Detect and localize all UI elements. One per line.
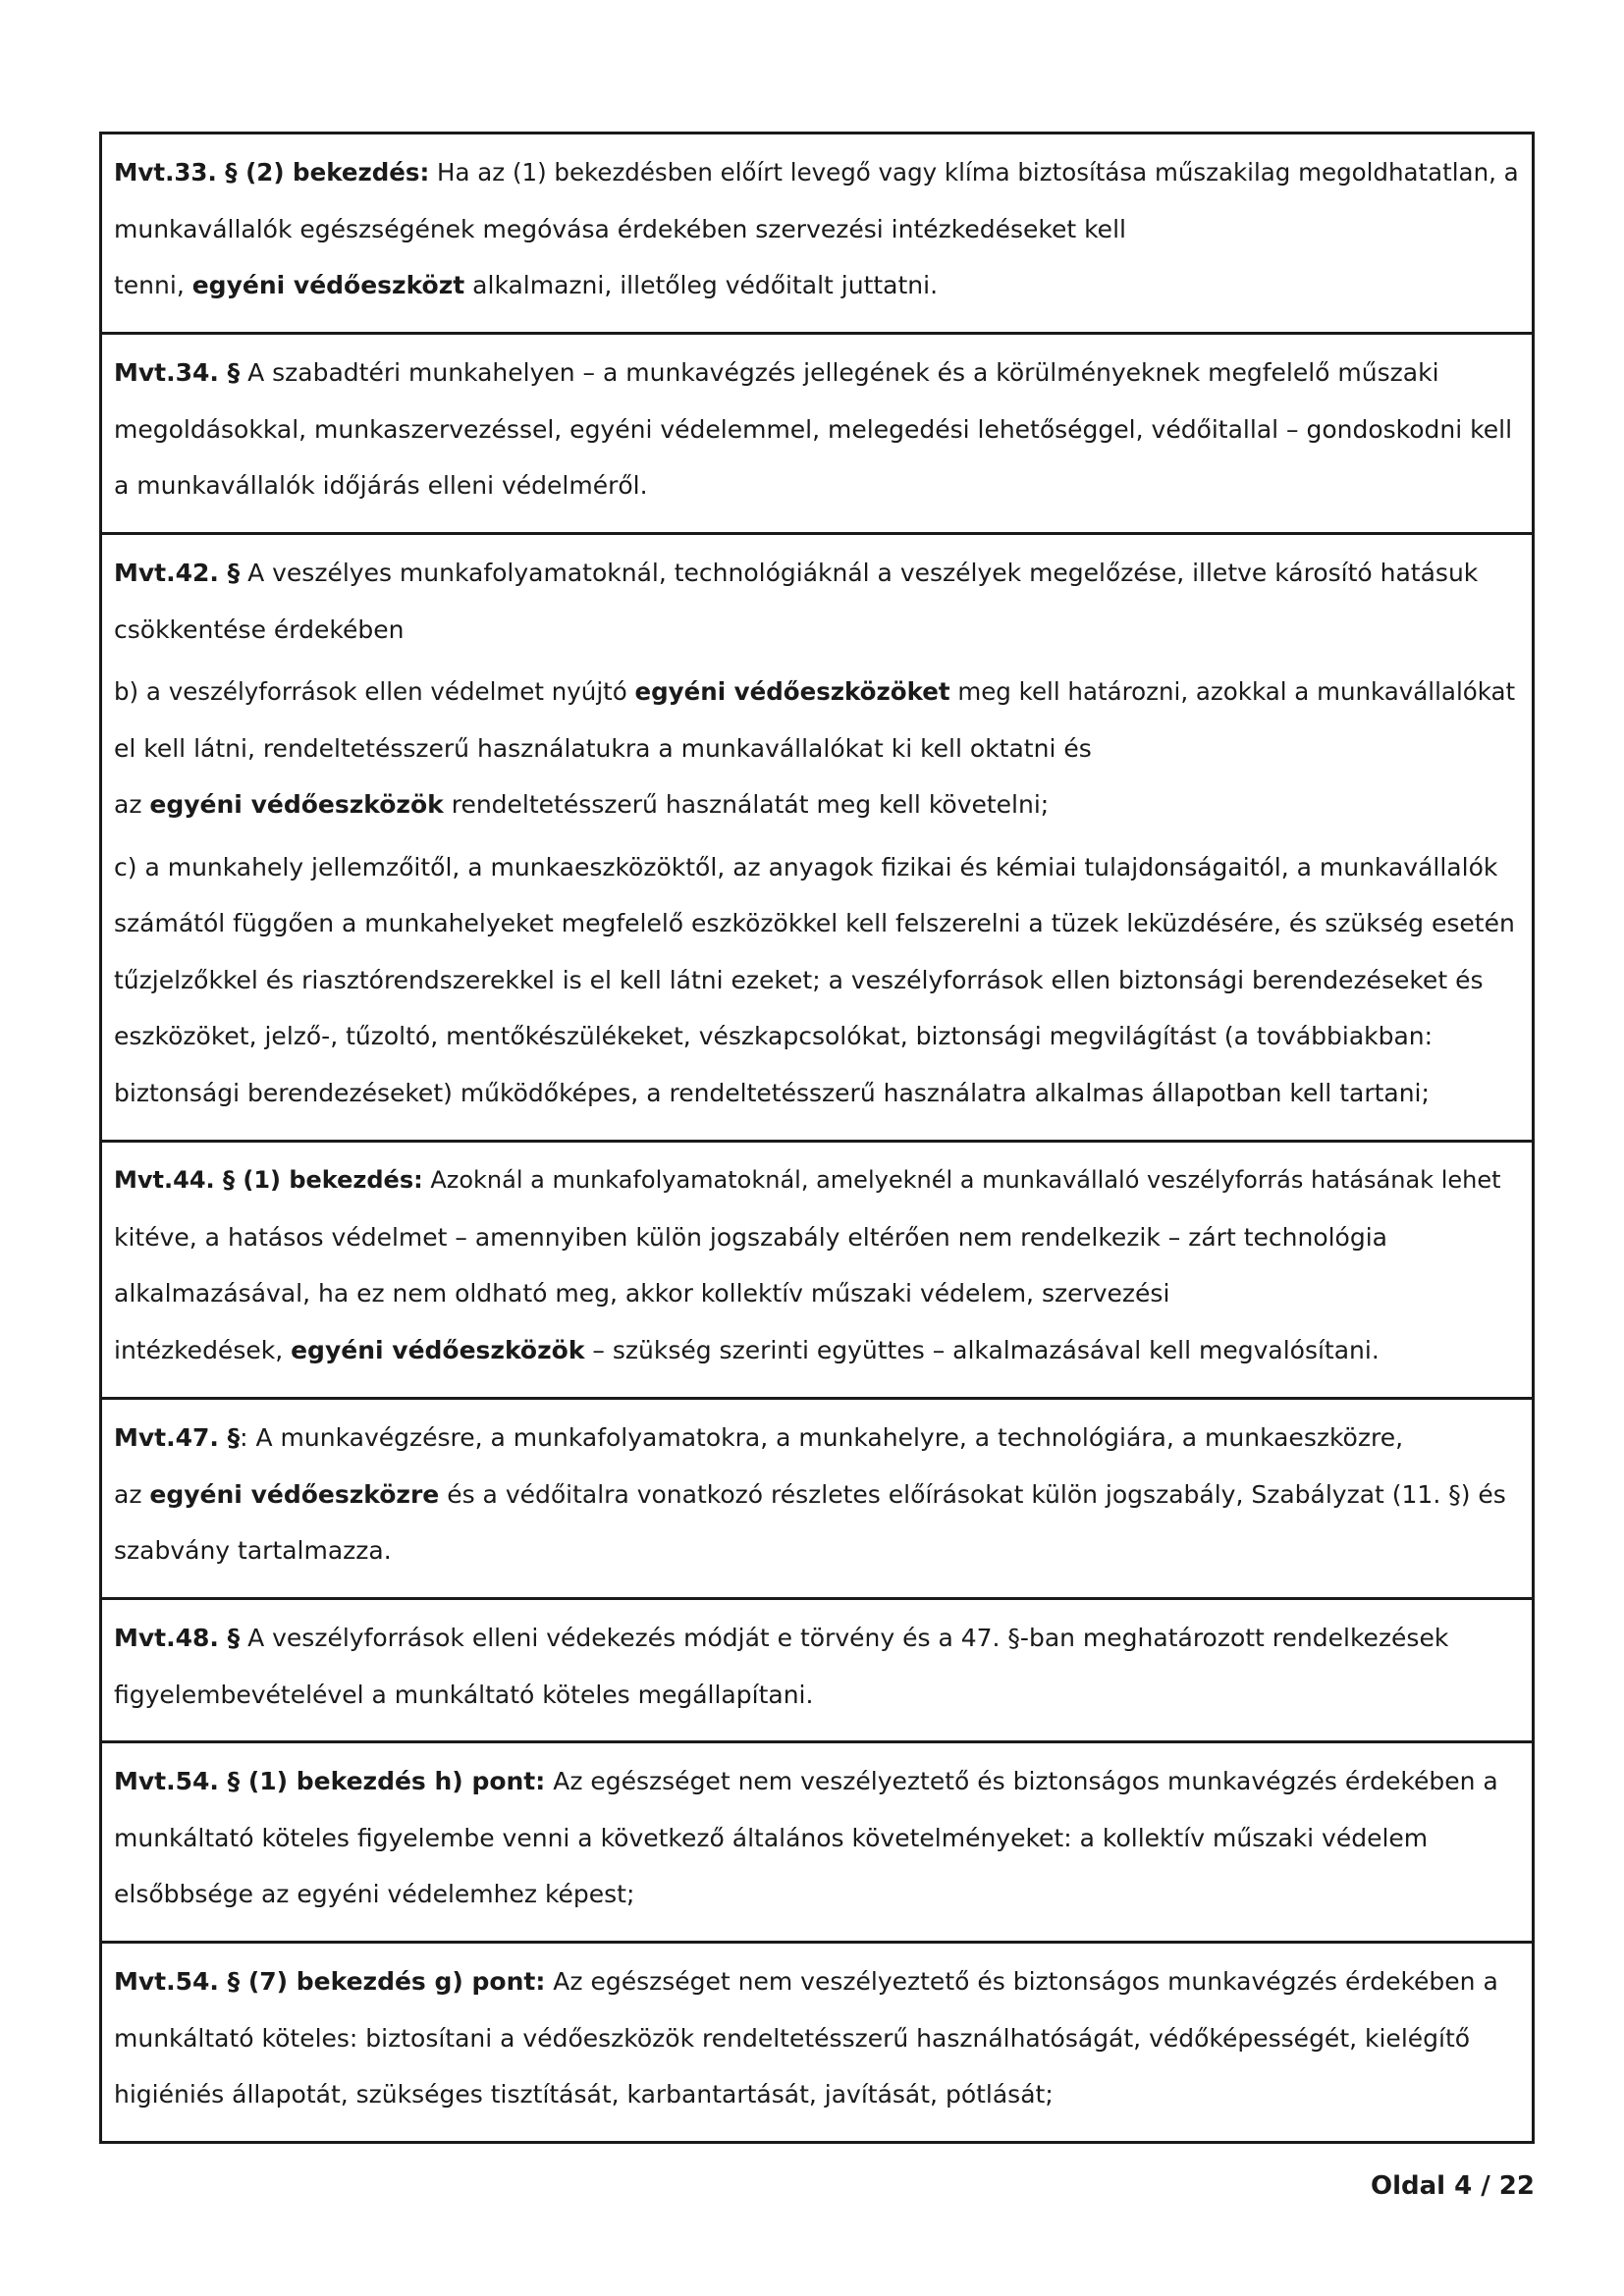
text-line: Mvt.34. § A szabadtéri munkahelyen – a munkavégzés jellegének és a körülményeknek megfelelő műszaki	[114, 358, 1439, 387]
text-line: c) a munkahely jellemzőitől, a munkaeszközöktől, az anyagok fizikai és kémiai tulajdonságaitól, a munkavállalók	[114, 852, 1498, 881]
text-line: Mvt.44. § (1) bekezdés: Azoknál a munkafolyamatoknál, amelyeknél a munkavállaló veszélyforrás hatásának lehet	[114, 1166, 1501, 1194]
text-line: eszközöket, jelző-, tűzoltó, mentőkészülékeket, vészkapcsolókat, biztonsági megvilágítást (a továbbiakban:	[114, 1022, 1434, 1050]
table-row	[101, 1599, 1534, 1742]
text-line: higiéniés állapotát, szükséges tisztítását, karbantartását, javítását, pótlását;	[114, 2080, 1054, 2109]
section-mvt-54-1	[101, 1742, 1534, 1943]
text-line: szabvány tartalmazza.	[114, 1536, 392, 1565]
text-line: tűzjelzőkkel és riasztórendszerekkel is el kell látni ezeket; a veszélyforrások ellen biztonsági berendezéseket és	[114, 965, 1484, 994]
text-line: munkavállalók egészségének megóvása érdekében szervezési intézkedéseket kell	[114, 214, 1126, 243]
legal-provisions-table	[99, 132, 1535, 2144]
section-mvt-47	[101, 1399, 1534, 1599]
section-mvt-48	[101, 1599, 1534, 1742]
text-line: Mvt.54. § (7) bekezdés g) pont: Az egészséget nem veszélyeztető és biztonságos munkavégzés érdekében a	[114, 1967, 1498, 1996]
table-row	[101, 1742, 1534, 1943]
text-line: tenni, egyéni védőeszközt alkalmazni, illetőleg védőitalt juttatni.	[114, 271, 939, 299]
text-line: az egyéni védőeszközök rendeltetésszerű használatát meg kell követelni;	[114, 790, 1050, 819]
text-line: kitéve, a hatásos védelmet – amennyiben külön jogszabály eltérően nem rendelkezik – zárt technológia	[114, 1222, 1387, 1252]
text-line: intézkedések, egyéni védőeszközök – szükség szerinti együttes – alkalmazásával kell megvalósítani.	[114, 1335, 1380, 1364]
section-mvt-33	[101, 133, 1534, 334]
text-line: az egyéni védőeszközre és a védőitalra vonatkozó részletes előírásokat külön jogszabály, Szabályzat (11. §) és	[114, 1479, 1506, 1509]
section-mvt-54-7	[101, 1943, 1534, 2143]
text-line: alkalmazásával, ha ez nem oldható meg, akkor kollektív műszaki védelem, szervezési	[114, 1279, 1170, 1308]
text-line: figyelembevételével a munkáltató köteles megállapítani.	[114, 1680, 814, 1709]
text-line: Mvt.42. § A veszélyes munkafolyamatoknál, technológiáknál a veszélyek megelőzése, illetve károsító hatásuk	[114, 559, 1479, 587]
text-line: Mvt.47. §: A munkavégzésre, a munkafolyamatokra, a munkahelyre, a technológiára, a munkaeszközre,	[114, 1423, 1404, 1452]
text-line: elsőbbsége az egyéni védelemhez képest;	[114, 1880, 635, 1908]
text-line: csökkentése érdekében	[114, 614, 405, 644]
text-line: Mvt.33. § (2) bekezdés: Ha az (1) bekezdésben előírt levegő vagy klíma biztosítása műszakilag megoldhatatlan, a	[114, 158, 1519, 187]
table-row	[101, 133, 1534, 334]
page-number: Oldal 4 / 22	[1370, 2171, 1535, 2201]
text-line: a munkavállalók időjárás elleni védelméről.	[114, 471, 648, 500]
table-row	[101, 1399, 1534, 1599]
text-line: b) a veszélyforrások ellen védelmet nyújtó egyéni védőeszközöket meg kell határozni, azokkal a munkavállalókat	[114, 677, 1516, 706]
text-line: munkáltató köteles figyelembe venni a következő általános követelményeket: a kollektív műszaki védelem	[114, 1823, 1429, 1852]
text-line: munkáltató köteles: biztosítani a védőeszközök rendeltetésszerű használhatóságát, védőképességét, kielégítő	[114, 2023, 1471, 2053]
text-line: számától függően a munkahelyeket megfelelő eszközökkel kell felszerelni a tüzek leküzdésére, és szükség esetén	[114, 909, 1515, 937]
text-line: biztonsági berendezéseket) működőképes, a rendeltetésszerű használatra alkalmas állapotban kell tartani;	[114, 1078, 1430, 1107]
text-line: Mvt.48. § A veszélyforrások elleni védekezés módját e törvény és a 47. §-ban meghatározott rendelkezések	[114, 1624, 1449, 1652]
text-line: el kell látni, rendeltetésszerű használatukra a munkavállalókat ki kell oktatni és	[114, 733, 1092, 763]
section-mvt-34	[101, 334, 1534, 534]
table-row	[101, 1142, 1534, 1399]
table-row	[101, 334, 1534, 534]
text-line: megoldásokkal, munkaszervezéssel, egyéni védelemmel, melegedési lehetőséggel, védőitallal – gondoskodni kell	[114, 414, 1513, 444]
text-line: Mvt.54. § (1) bekezdés h) pont: Az egészséget nem veszélyeztető és biztonságos munkavégzés érdekében a	[114, 1767, 1498, 1795]
table-row	[101, 534, 1534, 1142]
table-row	[101, 1943, 1534, 2143]
section-mvt-42	[101, 534, 1534, 1142]
section-mvt-44	[101, 1142, 1534, 1399]
